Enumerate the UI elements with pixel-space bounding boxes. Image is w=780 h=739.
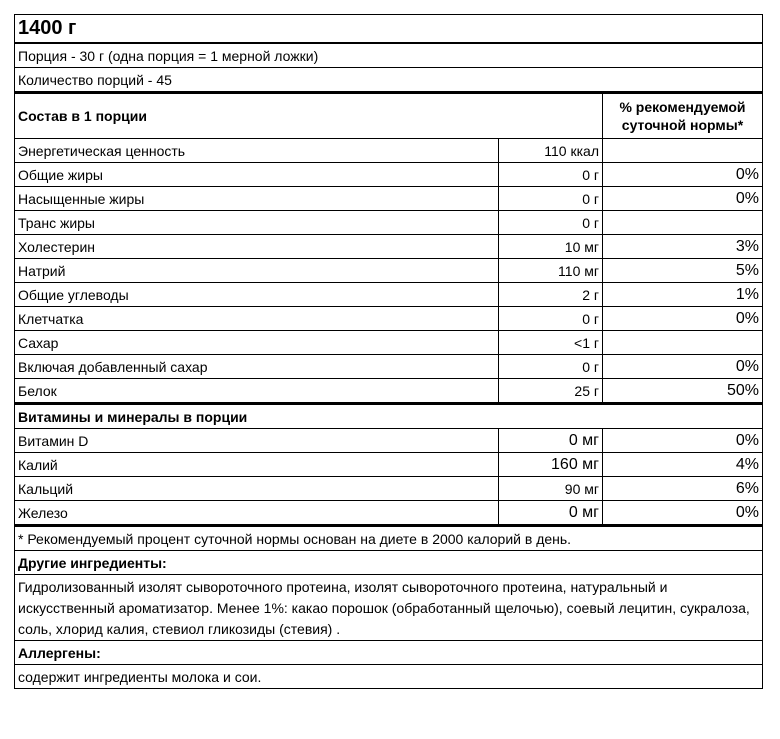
nutrient-daily-value: 0% (603, 501, 763, 526)
nutrient-row (15, 477, 763, 501)
nutrient-daily-value: 0% (603, 307, 763, 331)
nutrient-row (15, 331, 763, 355)
allergens-title: Аллергены: (15, 641, 763, 665)
nutrient-name: Калий (15, 453, 499, 477)
nutrient-daily-value (603, 211, 763, 235)
nutrient-daily-value: 0% (603, 355, 763, 379)
nutrient-name: Витамин D (15, 429, 499, 453)
nutrient-amount: 0 г (499, 211, 603, 235)
nutrient-daily-value: 6% (603, 477, 763, 501)
package-weight: 1400 г (15, 15, 763, 44)
nutrient-row (15, 307, 763, 331)
nutrient-amount: 0 г (499, 187, 603, 211)
nutrient-daily-value: 0% (603, 163, 763, 187)
other-ingredients-text: Гидролизованный изолят сывороточного протеина, изолят сывороточного протеина, натуральный и искусственный ароматизатор. Менее 1%: какао порошок (обработанный щелочью), соевый лецитин, сукралоза, соль, хлорид калия, стевиол гликозиды (стевия) . (15, 575, 763, 641)
nutrient-amount: 0 мг (499, 501, 603, 526)
footnote: * Рекомендуемый процент суточной нормы основан на диете в 2000 калорий в день. (15, 526, 763, 551)
nutrient-name: Энергетическая ценность (15, 139, 499, 163)
nutrient-amount: 0 г (499, 163, 603, 187)
nutrient-name: Кальций (15, 477, 499, 501)
nutrient-row (15, 355, 763, 379)
nutrient-daily-value: 5% (603, 259, 763, 283)
nutrition-table (14, 14, 763, 689)
nutrient-amount: 0 г (499, 355, 603, 379)
other-ingredients-title: Другие ингредиенты: (15, 551, 763, 575)
nutrient-name: Общие жиры (15, 163, 499, 187)
nutrient-name: Транс жиры (15, 211, 499, 235)
nutrient-name: Натрий (15, 259, 499, 283)
nutrient-amount: 0 мг (499, 429, 603, 453)
nutrient-row (15, 163, 763, 187)
nutrient-name: Белок (15, 379, 499, 404)
daily-value-header: % рекомендуемой суточной нормы* (603, 93, 763, 139)
nutrient-name: Сахар (15, 331, 499, 355)
nutrition-facts-panel (14, 14, 762, 689)
nutrient-amount: 110 ккал (499, 139, 603, 163)
nutrient-daily-value: 3% (603, 235, 763, 259)
nutrient-row (15, 283, 763, 307)
nutrient-row (15, 259, 763, 283)
nutrient-daily-value: 0% (603, 429, 763, 453)
nutrient-name: Клетчатка (15, 307, 499, 331)
nutrient-name: Включая добавленный сахар (15, 355, 499, 379)
composition-title: Состав в 1 порции (15, 93, 603, 139)
nutrient-name: Общие углеводы (15, 283, 499, 307)
nutrient-amount: <1 г (499, 331, 603, 355)
nutrient-amount: 0 г (499, 307, 603, 331)
nutrient-row (15, 211, 763, 235)
nutrient-name: Железо (15, 501, 499, 526)
nutrient-daily-value: 50% (603, 379, 763, 404)
nutrient-row (15, 235, 763, 259)
nutrient-row (15, 453, 763, 477)
nutrient-daily-value: 1% (603, 283, 763, 307)
serving-size: Порция - 30 г (одна порция = 1 мерной ложки) (15, 43, 763, 68)
nutrient-row (15, 501, 763, 526)
vitamins-title: Витамины и минералы в порции (15, 404, 763, 429)
nutrient-amount: 10 мг (499, 235, 603, 259)
nutrient-name: Холестерин (15, 235, 499, 259)
nutrient-amount: 25 г (499, 379, 603, 404)
nutrient-amount: 160 мг (499, 453, 603, 477)
nutrient-row (15, 187, 763, 211)
servings-count: Количество порций - 45 (15, 68, 763, 93)
nutrient-amount: 110 мг (499, 259, 603, 283)
nutrient-daily-value (603, 139, 763, 163)
nutrient-amount: 90 мг (499, 477, 603, 501)
nutrient-row (15, 429, 763, 453)
nutrient-row (15, 139, 763, 163)
nutrient-daily-value: 0% (603, 187, 763, 211)
nutrient-row (15, 379, 763, 404)
allergens-text: содержит ингредиенты молока и сои. (15, 665, 763, 689)
nutrient-daily-value (603, 331, 763, 355)
nutrient-name: Насыщенные жиры (15, 187, 499, 211)
nutrient-amount: 2 г (499, 283, 603, 307)
nutrient-daily-value: 4% (603, 453, 763, 477)
